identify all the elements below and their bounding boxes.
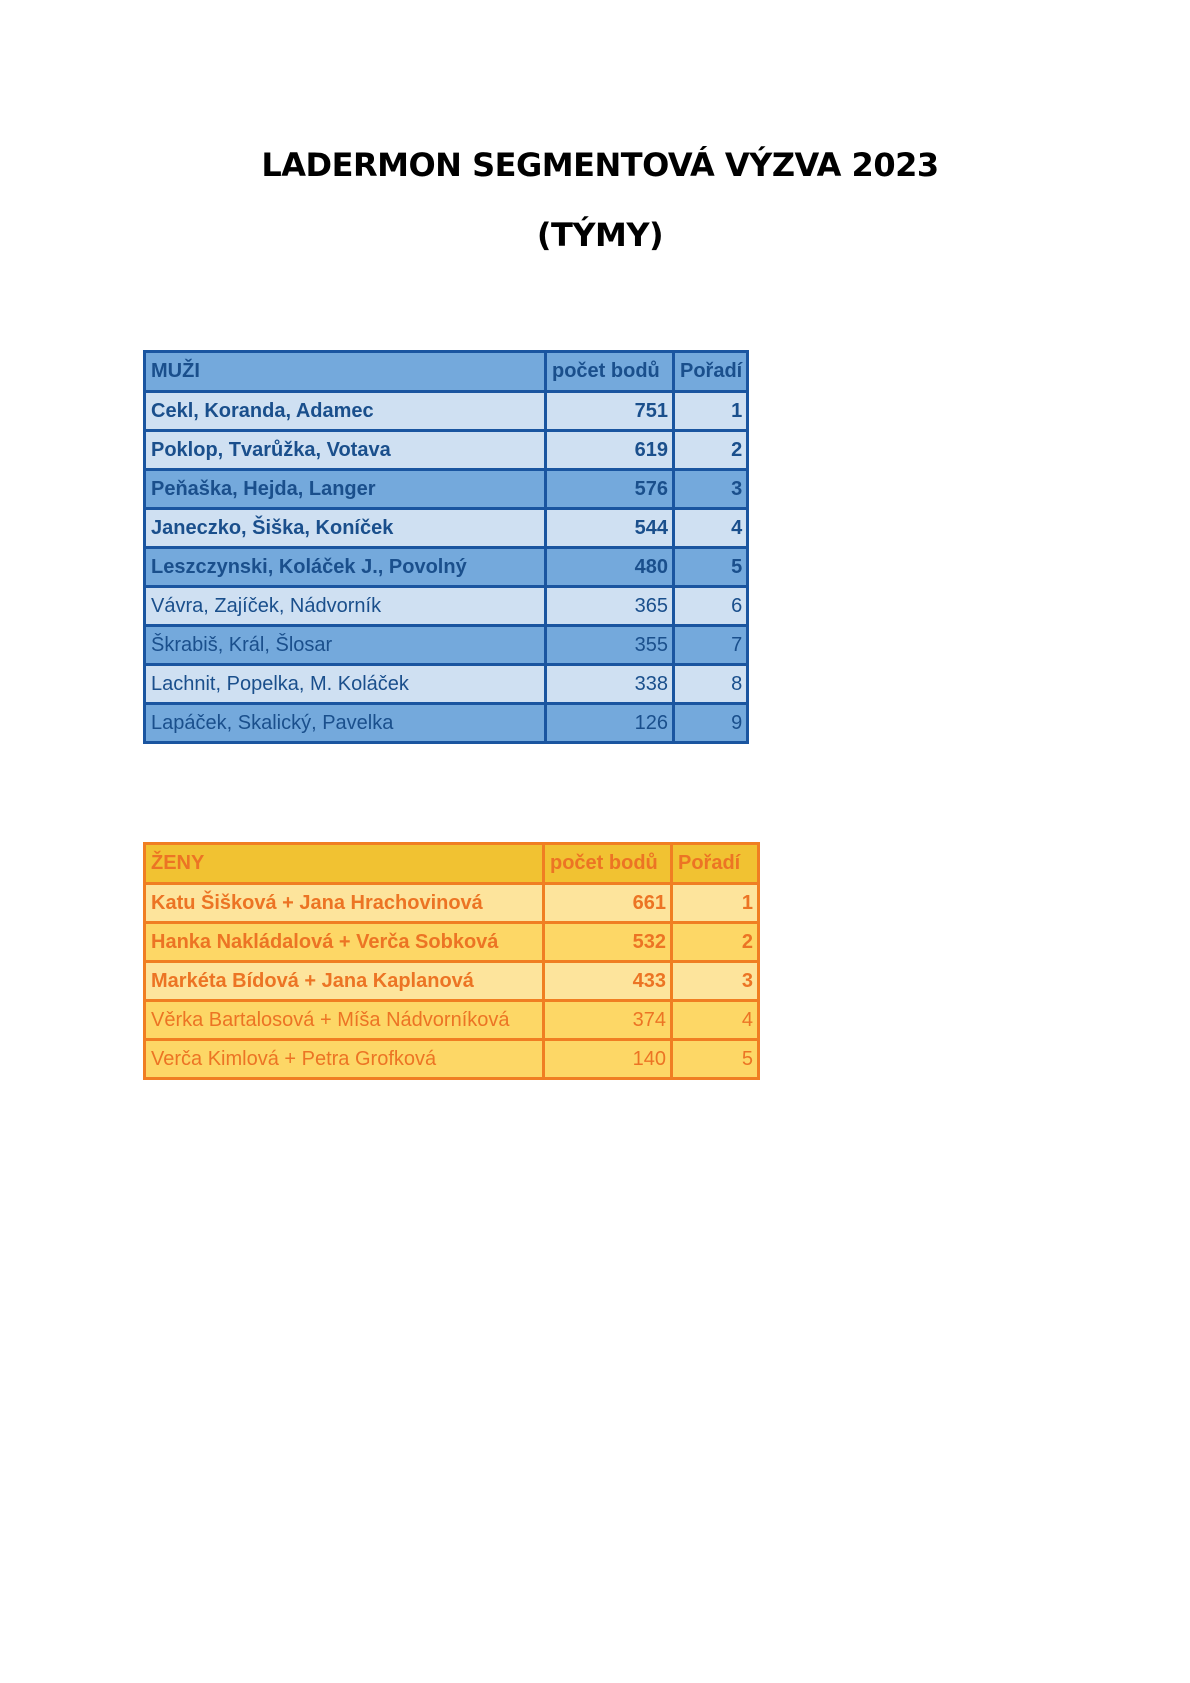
- team-name: Markéta Bídová + Jana Kaplanová: [145, 962, 544, 1001]
- team-name: Janeczko, Šiška, Koníček: [145, 509, 546, 548]
- table-row: [145, 587, 748, 626]
- team-rank: 6: [674, 587, 748, 626]
- team-rank: 9: [674, 704, 748, 743]
- women-header-rank: Pořadí: [672, 844, 759, 884]
- women-header-name: ŽENY: [145, 844, 544, 884]
- team-points: 544: [546, 509, 674, 548]
- team-rank: 5: [674, 548, 748, 587]
- women-results-table: [143, 842, 760, 1080]
- team-points: 433: [544, 962, 672, 1001]
- team-points: 126: [546, 704, 674, 743]
- team-name: Lachnit, Popelka, M. Koláček: [145, 665, 546, 704]
- team-rank: 1: [674, 392, 748, 431]
- table-row: [145, 665, 748, 704]
- men-header-name: MUŽI: [145, 352, 546, 392]
- table-row: [145, 431, 748, 470]
- team-rank: 3: [674, 470, 748, 509]
- team-rank: 4: [674, 509, 748, 548]
- women-header-points: počet bodů: [544, 844, 672, 884]
- team-rank: 4: [672, 1001, 759, 1040]
- team-name: Lapáček, Skalický, Pavelka: [145, 704, 546, 743]
- page-title: LADERMON SEGMENTOVÁ VÝZVA 2023: [261, 146, 939, 184]
- team-name: Peňaška, Hejda, Langer: [145, 470, 546, 509]
- table-row: [145, 884, 759, 923]
- team-name: Hanka Nakládalová + Verča Sobková: [145, 923, 544, 962]
- table-row: [145, 1040, 759, 1079]
- men-header-rank: Pořadí: [674, 352, 748, 392]
- team-rank: 8: [674, 665, 748, 704]
- team-points: 532: [544, 923, 672, 962]
- team-name: Leszczynski, Koláček J., Povolný: [145, 548, 546, 587]
- team-rank: 2: [674, 431, 748, 470]
- men-header-points: počet bodů: [546, 352, 674, 392]
- team-rank: 2: [672, 923, 759, 962]
- team-name: Škrabiš, Král, Šlosar: [145, 626, 546, 665]
- table-row: [145, 548, 748, 587]
- team-points: 661: [544, 884, 672, 923]
- table-row: [145, 626, 748, 665]
- table-row: [145, 470, 748, 509]
- team-rank: 5: [672, 1040, 759, 1079]
- team-points: 355: [546, 626, 674, 665]
- team-points: 751: [546, 392, 674, 431]
- team-points: 365: [546, 587, 674, 626]
- table-row: [145, 1001, 759, 1040]
- team-points: 576: [546, 470, 674, 509]
- team-name: Věrka Bartalosová + Míša Nádvorníková: [145, 1001, 544, 1040]
- table-row: [145, 962, 759, 1001]
- team-points: 619: [546, 431, 674, 470]
- team-rank: 7: [674, 626, 748, 665]
- men-results-table: [143, 350, 749, 744]
- page-subtitle: (TÝMY): [536, 216, 664, 254]
- team-name: Katu Šišková + Jana Hrachovinová: [145, 884, 544, 923]
- team-rank: 1: [672, 884, 759, 923]
- team-name: Cekl, Koranda, Adamec: [145, 392, 546, 431]
- team-name: Poklop, Tvarůžka, Votava: [145, 431, 546, 470]
- team-name: Vávra, Zajíček, Nádvorník: [145, 587, 546, 626]
- table-row: [145, 704, 748, 743]
- team-points: 338: [546, 665, 674, 704]
- team-points: 140: [544, 1040, 672, 1079]
- table-row: [145, 923, 759, 962]
- team-rank: 3: [672, 962, 759, 1001]
- table-row: [145, 509, 748, 548]
- team-points: 374: [544, 1001, 672, 1040]
- team-name: Verča Kimlová + Petra Grofková: [145, 1040, 544, 1079]
- team-points: 480: [546, 548, 674, 587]
- men-table-header: [145, 352, 748, 392]
- women-table-header: [145, 844, 759, 884]
- table-row: [145, 392, 748, 431]
